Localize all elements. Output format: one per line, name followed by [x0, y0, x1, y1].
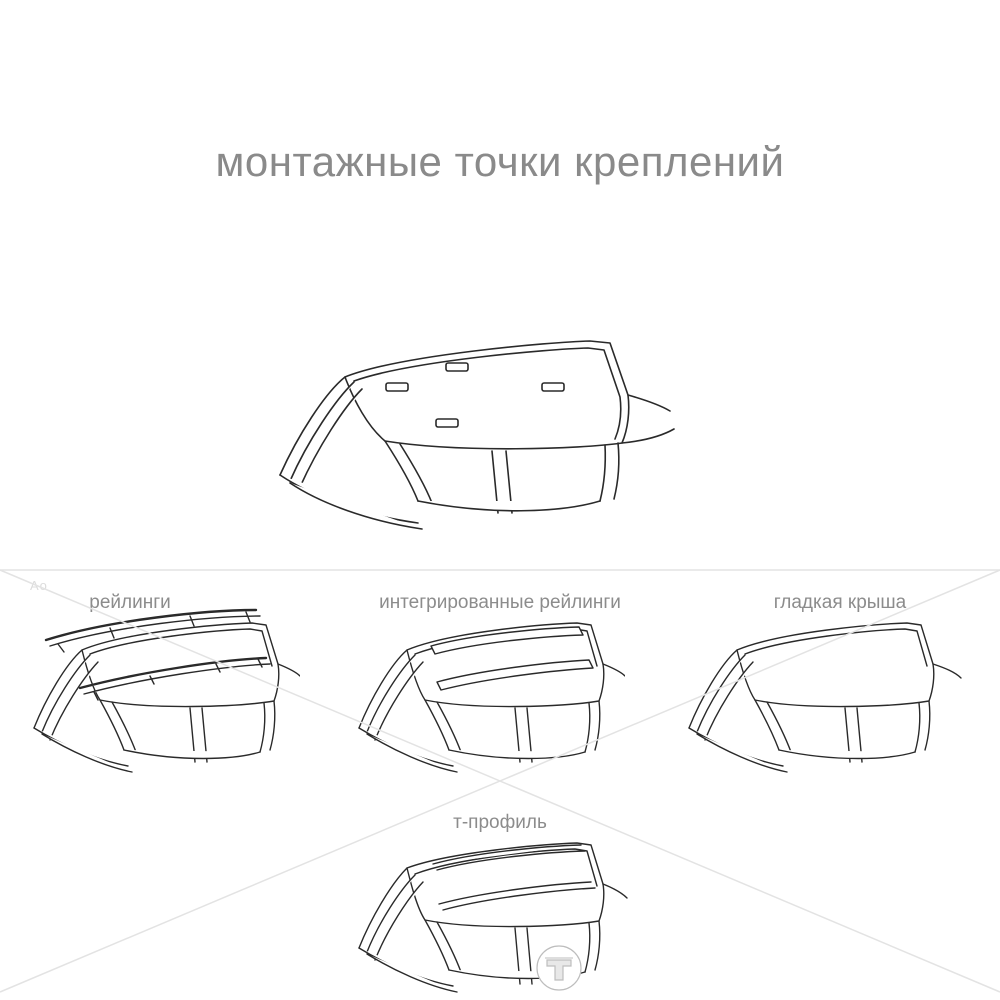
variant-label-rails: рейлинги	[89, 592, 171, 613]
car-roof-smooth-icon	[675, 602, 965, 792]
variant-label-smooth-roof: гладкая крыша	[773, 592, 907, 613]
variant-label-integrated-rails: интегрированные рейлинги	[379, 592, 621, 613]
car-roof-integrated-rails-icon	[345, 602, 625, 792]
car-roof-mounting-points-icon	[250, 325, 750, 565]
watermark-faint-text: Ao	[30, 578, 48, 593]
variants-grid	[0, 562, 1000, 1000]
car-roof-t-profile-icon	[345, 834, 635, 1000]
car-roof-rails-icon	[20, 602, 300, 792]
hero-illustration	[250, 325, 750, 565]
page-title: монтажные точки креплений	[215, 138, 785, 185]
variant-label-t-profile: т-профиль	[453, 812, 547, 833]
